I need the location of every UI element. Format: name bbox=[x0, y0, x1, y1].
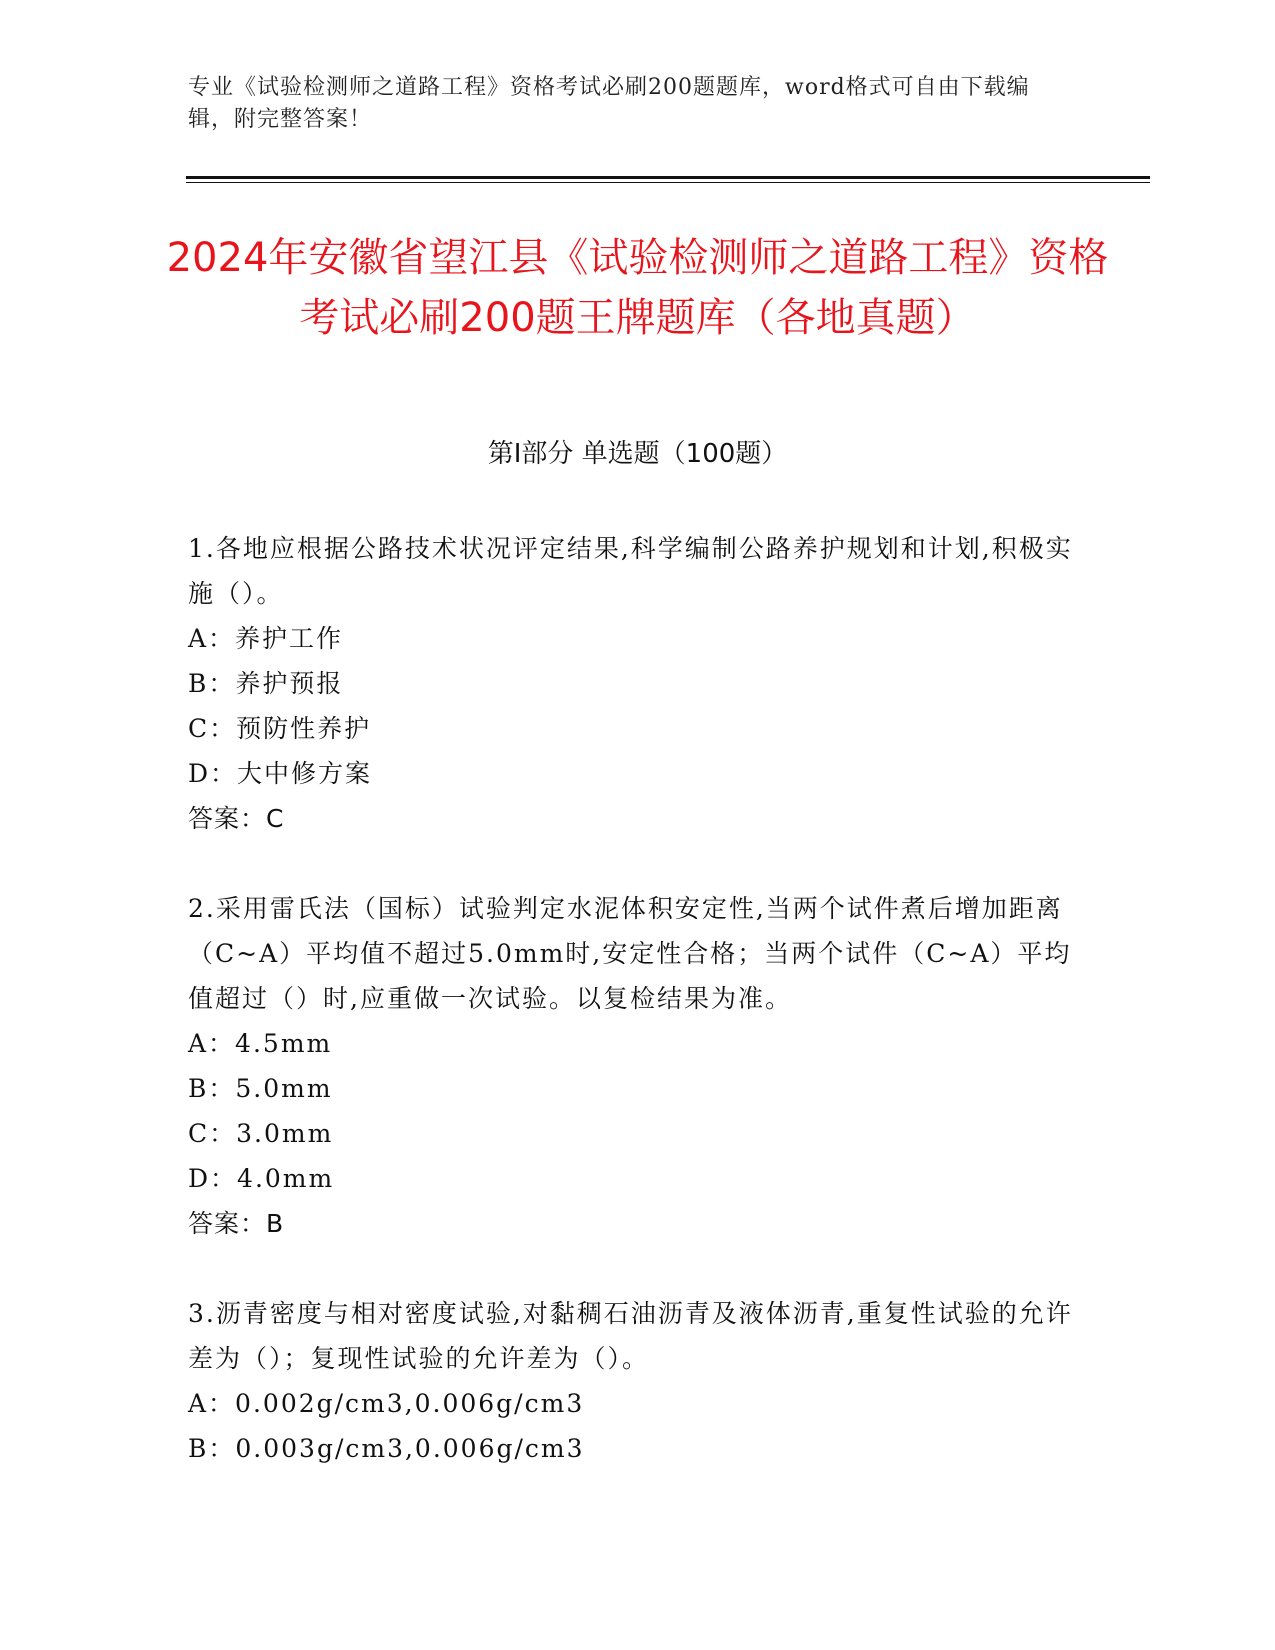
document-title: 2024年安徽省望江县《试验检测师之道路工程》资格考试必刷200题王牌题库（各地真题） bbox=[166, 235, 1109, 341]
option-a: A：养护工作 bbox=[188, 624, 344, 653]
question-stem: 1.各地应根据公路技术状况评定结果,科学编制公路养护规划和计划,积极实施（）。 bbox=[188, 534, 1073, 608]
option-d: D：大中修方案 bbox=[188, 759, 373, 788]
option-c: C：预防性养护 bbox=[188, 714, 372, 743]
question-1 bbox=[188, 526, 1088, 841]
option-d: D：4.0mm bbox=[188, 1164, 335, 1193]
option-b: B：0.003g/cm3,0.006g/cm3 bbox=[188, 1434, 585, 1463]
option-c: C：3.0mm bbox=[188, 1119, 334, 1148]
section-heading: 第I部分 单选题（100题） bbox=[487, 439, 788, 469]
question-2 bbox=[188, 886, 1088, 1246]
header-rule-thick bbox=[186, 176, 1150, 179]
option-b: B：5.0mm bbox=[188, 1074, 333, 1103]
header-note: 专业《试验检测师之道路工程》资格考试必刷200题题库，word格式可自由下载编辑，附完整答案！ bbox=[188, 75, 1030, 132]
option-a: A：4.5mm bbox=[188, 1029, 333, 1058]
question-list bbox=[188, 526, 1088, 1471]
option-a: A：0.002g/cm3,0.006g/cm3 bbox=[188, 1389, 585, 1418]
header-rule-thin bbox=[186, 182, 1150, 183]
answer: 答案：C bbox=[188, 804, 285, 833]
question-3 bbox=[188, 1291, 1088, 1471]
option-b: B：养护预报 bbox=[188, 669, 344, 698]
question-stem: 2.采用雷氏法（国标）试验判定水泥体积安定性,当两个试件煮后增加距离（C~A）平均值不超过5.0mm时,安定性合格；当两个试件（C~A）平均值超过（）时,应重做一次试验。以复检结果为准。 bbox=[188, 894, 1072, 1013]
answer: 答案：B bbox=[188, 1209, 285, 1238]
question-stem: 3.沥青密度与相对密度试验,对黏稠石油沥青及液体沥青,重复性试验的允许差为（）；复现性试验的允许差为（）。 bbox=[188, 1299, 1073, 1373]
